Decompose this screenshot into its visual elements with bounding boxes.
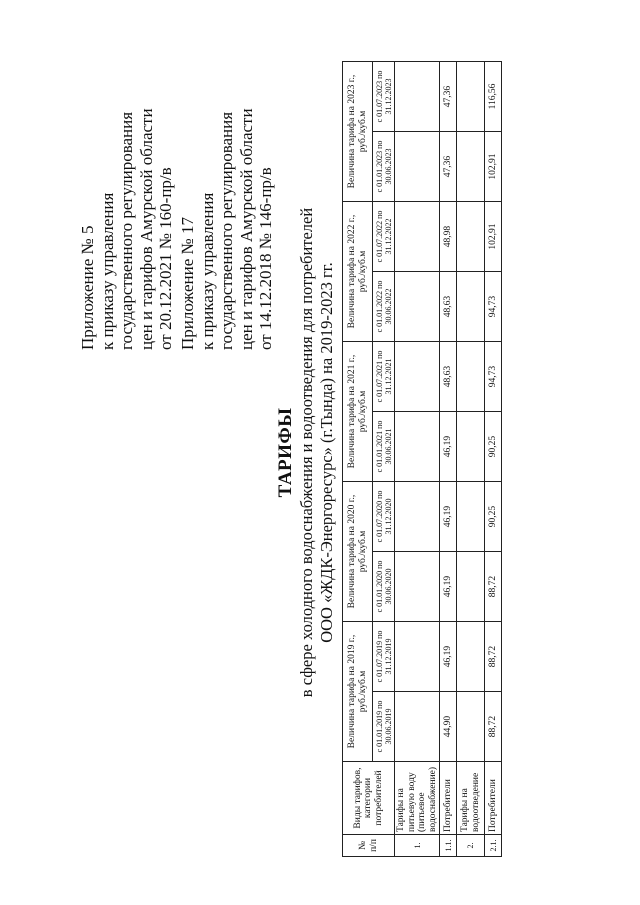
row-number: 1.1. [440,835,457,857]
annex-original-block [178,108,276,350]
tariff-cell: 88,72 [485,552,502,622]
tariff-cell: 88,72 [485,622,502,692]
row-tariff-kind: Потребители [440,762,457,835]
tariff-cell: 48,63 [440,272,457,342]
tariff-cell [395,692,440,762]
tariff-cell: 44,90 [440,692,457,762]
table-row [485,62,502,857]
annex-original-line3: государственного регулирования [217,111,236,350]
period-2021-h2: с 01.07.2021 по 31.12.2021 [373,342,395,412]
row-number: 2.1. [485,835,502,857]
tariff-cell: 47,36 [440,132,457,202]
tariff-cell: 88,72 [485,692,502,762]
document-subtitle-line2: ООО «ЖДК-Энергоресурс» (г.Тында) на 2019-2023 гг. [317,262,336,643]
annex-original-line4: цен и тарифов Амурской области [236,108,256,350]
tariff-cell: 48,98 [440,202,457,272]
annex-current-line5: от 20.12.2021 № 160-пр/в [156,167,175,350]
tariff-cell [457,132,485,202]
period-2020-h1: с 01.01.2020 по 30.06.2020 [373,552,395,622]
tariff-cell: 46,19 [440,552,457,622]
document-subtitle-line1: в сфере холодного водоснабжения и водоотведения для потребителей [297,207,316,698]
header-year-2022: Величина тарифа на 2022 г., руб./куб.м [343,202,373,342]
header-number: № п/п [343,835,395,857]
tariff-cell [457,552,485,622]
period-2023-h2: с 01.07.2023 по 31.12.2023 [373,62,395,132]
tariff-cell [395,132,440,202]
tariff-cell [457,272,485,342]
annex-current-block [78,108,176,350]
tariff-cell [457,692,485,762]
header-year-2019: Величина тарифа на 2019 г., руб./куб.м [343,622,373,762]
tariff-cell: 48,63 [440,342,457,412]
header-year-2023: Величина тарифа на 2023 г., руб./куб.м [343,62,373,202]
tariff-cell: 102,91 [485,202,502,272]
tariff-cell: 46,19 [440,622,457,692]
tariff-cell: 90,25 [485,412,502,482]
annex-original-line2: к приказу управления [197,192,217,350]
header-year-2021: Величина тарифа на 2021 г., руб./куб.м [343,342,373,482]
row-tariff-kind: Потребители [485,762,502,835]
table-row [395,62,440,857]
period-2019-h2: с 01.07.2019 по 31.12.2019 [373,622,395,692]
table-row [457,62,485,857]
tariff-cell [395,622,440,692]
tariff-cell: 47,36 [440,62,457,132]
tariff-cell: 102,91 [485,132,502,202]
tariff-cell [457,482,485,552]
tariff-cell [457,412,485,482]
tariff-cell [457,202,485,272]
tariff-cell [395,62,440,132]
tariff-cell: 90,25 [485,482,502,552]
annex-current-line4: цен и тарифов Амурской области [136,108,156,350]
period-2022-h2: с 01.07.2022 по 31.12.2022 [373,202,395,272]
period-2023-h1: с 01.01.2023 по 30.06.2023 [373,132,395,202]
tariff-cell: 46,19 [440,482,457,552]
header-year-2020: Величина тарифа на 2020 г., руб./куб.м [343,482,373,622]
row-number: 1. [395,835,440,857]
period-2020-h2: с 01.07.2020 по 31.12.2020 [373,482,395,552]
annex-current-line2: к приказу управления [97,192,117,350]
tariff-cell [457,622,485,692]
table-row [440,62,457,857]
header-tariff-kind: Виды тарифов, категории потребителей [343,762,395,835]
tariff-cell [395,342,440,412]
tariff-cell [395,272,440,342]
row-tariff-kind: Тарифы на водоотведение [457,762,485,835]
period-2021-h1: с 01.01.2021 по 30.06.2021 [373,412,395,482]
tariff-table [342,61,502,857]
tariff-cell: 116,56 [485,62,502,132]
annex-original-line5: от 14.12.2018 № 146-пр/в [256,167,275,350]
period-2022-h1: с 01.01.2022 по 30.06.2022 [373,272,395,342]
tariff-cell [395,412,440,482]
row-number: 2. [457,835,485,857]
annex-original-line1: Приложение № 17 [178,217,197,350]
document-title: ТАРИФЫ [275,407,296,498]
tariff-cell [395,552,440,622]
tariff-cell: 46,19 [440,412,457,482]
row-tariff-kind: Тарифы на питьевую воду (питьевое водоснабжение) [395,762,440,835]
tariff-cell [395,202,440,272]
tariff-cell: 94,73 [485,342,502,412]
tariff-cell: 94,73 [485,272,502,342]
annex-current-line1: Приложение № 5 [78,225,97,350]
period-2019-h1: с 01.01.2019 по 30.06.2019 [373,692,395,762]
annex-current-line3: государственного регулирования [117,111,136,350]
tariff-cell [457,342,485,412]
tariff-cell [457,62,485,132]
tariff-cell [395,482,440,552]
